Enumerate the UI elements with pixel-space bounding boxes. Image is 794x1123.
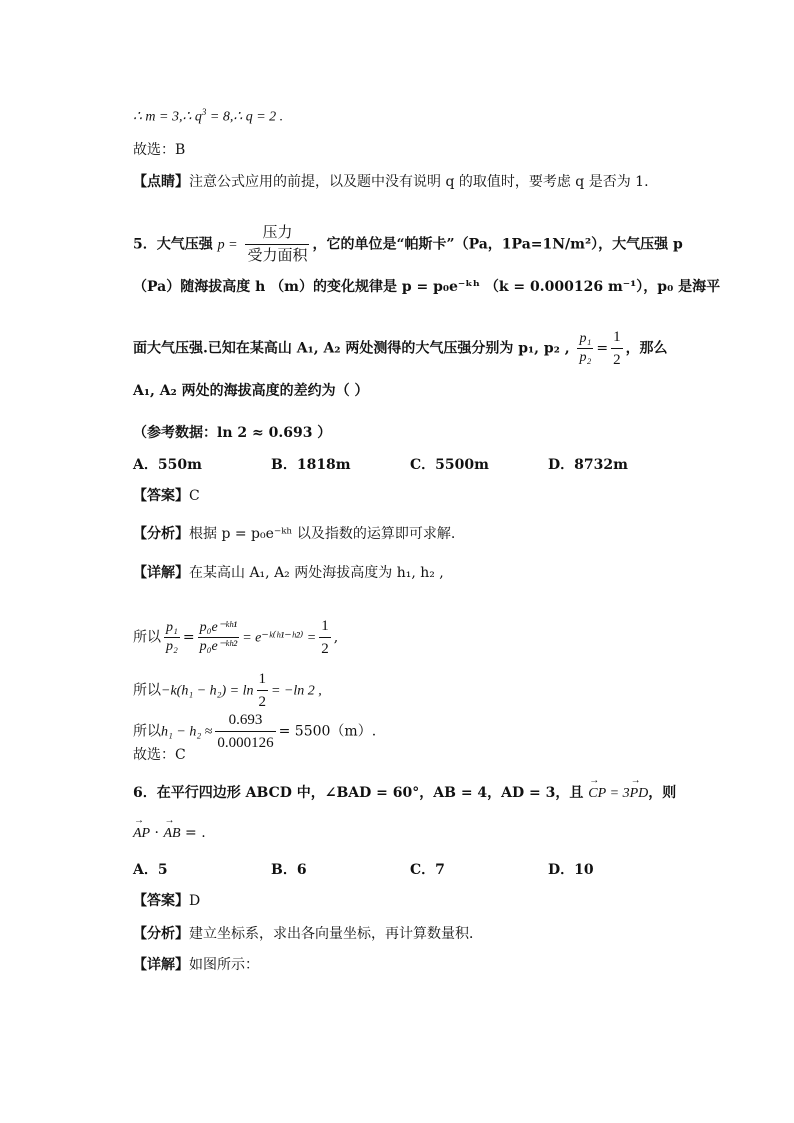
step2-frac — [257, 668, 269, 713]
q5-ratio-num: p₁ — [577, 330, 593, 349]
q5-text-d2: ，那么 — [625, 340, 668, 357]
q5-step-2 — [133, 668, 322, 713]
step2-a: −k(h₁ − h₂) = ln — [161, 683, 254, 699]
step1-f1-den: p₂ — [166, 639, 178, 654]
q5-option-c[interactable]: C．5500m — [410, 457, 489, 473]
q6-analysis-text: 建立坐标系，求出各向量坐标，再计算数量积． — [189, 926, 483, 942]
q6-option-a[interactable]: A．5 — [133, 862, 168, 878]
step3-b: = 5500（m）. — [278, 723, 377, 740]
q6-analysis-tag: 【分析】 — [133, 926, 189, 942]
q5-answer — [133, 486, 200, 506]
step1-f2-num: p₀e⁻ᵏʰ¹ — [198, 619, 240, 638]
step2-f-num: 1 — [257, 668, 269, 691]
q5-text-b: ，它的单位是“帕斯卡”（Pa，1Pa=1N/m²），大气压强 p — [312, 236, 683, 253]
q5-text-d1: 面大气压强.已知在某高山 A₁, A₂ 两处测得的大气压强分别为 p₁, p₂ , — [133, 340, 570, 357]
q5-detail-tag: 【详解】 — [133, 565, 189, 581]
q6-analysis — [133, 924, 483, 944]
step3-f-den: 0.000126 — [217, 735, 274, 751]
step2-pre: 所以 — [133, 682, 161, 699]
q6-text-c: = . — [180, 825, 206, 841]
step2-b: = −ln 2 , — [271, 683, 322, 699]
q5-line-1 — [133, 222, 683, 267]
q6-detail — [133, 955, 259, 975]
prev-remark — [133, 172, 649, 192]
q5-half-den: 2 — [613, 352, 621, 368]
q5-analysis-text: 根据 p = p₀e⁻ᵏʰ 以及指数的运算即可求解. — [189, 526, 456, 542]
q5-half-num: 1 — [611, 326, 623, 349]
q6-vector-pd: → PD — [630, 784, 649, 804]
q5-ratio-fraction — [577, 330, 593, 367]
q5-frac-num: 压力 — [245, 222, 309, 245]
step3-f-num: 0.693 — [215, 709, 275, 732]
step3-a: h₁ − h₂ ≈ — [161, 724, 213, 740]
q5-line-3 — [133, 326, 668, 371]
q5-analysis-tag: 【分析】 — [133, 526, 189, 542]
prev-choice: 故选：B — [133, 142, 186, 158]
q6-option-b[interactable]: B．6 — [271, 862, 307, 878]
step1-f2-den: p₀e⁻ᵏʰ² — [199, 639, 238, 654]
q5-answer-text: C — [189, 488, 200, 504]
q6-number: 6． — [133, 785, 157, 801]
q6-line-1 — [133, 783, 676, 804]
q6-answer-tag: 【答案】 — [133, 893, 189, 909]
q6-detail-tag: 【详解】 — [133, 957, 189, 973]
q5-line-2: （Pa）随海拔高度 h （m）的变化规律是 p = p₀e⁻ᵏʰ （k = 0.000126 m⁻¹），p₀ 是海平 — [133, 279, 721, 295]
step1-eq2: = e⁻ᵏ⁽ʰ¹⁻ʰ²⁾ = — [242, 630, 317, 646]
step1-frac-1 — [164, 619, 180, 656]
q5-option-a[interactable]: A．550m — [133, 457, 202, 473]
step1-f3-num: 1 — [319, 615, 331, 638]
step1-frac-2 — [198, 619, 240, 656]
q6-options — [133, 860, 693, 880]
remark-tag: 【点睛】 — [133, 174, 189, 190]
q5-answer-tag: 【答案】 — [133, 488, 189, 504]
step1-eq1: = — [182, 629, 195, 646]
step1-frac-3 — [319, 615, 331, 660]
step1-pre: 所以 — [133, 629, 161, 646]
step3-pre: 所以 — [133, 723, 161, 740]
q5-half-fraction — [611, 326, 623, 371]
q5-option-b[interactable]: B．1818m — [271, 457, 351, 473]
q5-option-d[interactable]: D．8732m — [548, 457, 628, 473]
remark-text: 注意公式应用的前提，以及题中没有说明 q 的取值时，要考虑 q 是否为 1. — [189, 174, 649, 190]
q6-vector-cp: → CP — [588, 784, 606, 804]
q5-ratio-den: p₂ — [579, 350, 592, 365]
step1-f3-den: 2 — [321, 641, 329, 657]
step1-f1-num: p₁ — [164, 619, 180, 638]
q5-number: 5． — [133, 236, 157, 253]
q6-vector-ab: → AB — [163, 824, 180, 844]
step2-f-den: 2 — [258, 694, 267, 710]
q6-answer-text: D — [189, 893, 201, 909]
q6-dot: · — [150, 825, 164, 841]
q6-text-b: ，则 — [648, 785, 677, 801]
q5-options — [133, 455, 693, 475]
q6-vector-ap: → AP — [133, 824, 150, 844]
prev-solution-sup: 3 — [201, 107, 207, 117]
q5-p: p = — [217, 237, 238, 253]
step1-post: , — [333, 629, 339, 646]
q5-detail — [133, 563, 444, 583]
q5-choice: 故选：C — [133, 747, 186, 763]
q6-detail-text: 如图所示： — [189, 957, 259, 973]
q5-analysis — [133, 524, 455, 544]
q6-option-d[interactable]: D．10 — [548, 862, 594, 878]
q6-line-2 — [133, 823, 206, 844]
q5-detail-text: 在某高山 A₁, A₂ 两处海拔高度为 h₁, h₂ , — [189, 565, 444, 581]
q6-text-a: 在平行四边形 ABCD 中，∠BAD = 60°，AB = 4，AD = 3，且 — [156, 785, 584, 801]
prev-solution-a: ∴ m = 3,∴ q — [133, 109, 202, 125]
q5-frac-den: 受力面积 — [247, 248, 308, 264]
q6-option-c[interactable]: C．7 — [410, 862, 445, 878]
q6-eq: = 3 — [606, 786, 630, 801]
q6-answer — [133, 891, 200, 911]
step3-frac — [215, 709, 275, 754]
q5-ratio-eq: = — [596, 340, 609, 357]
prev-solution-line — [133, 102, 283, 128]
q5-step-1 — [133, 615, 338, 660]
prev-solution-b: = 8,∴ q = 2 . — [206, 109, 284, 125]
q5-reference: （参考数据：ln 2 ≈ 0.693 ） — [133, 425, 332, 441]
q5-line-4: A₁, A₂ 两处的海拔高度的差约为（ ） — [133, 383, 369, 399]
q5-text-a: 大气压强 — [156, 236, 213, 253]
q5-pressure-fraction — [245, 222, 309, 267]
